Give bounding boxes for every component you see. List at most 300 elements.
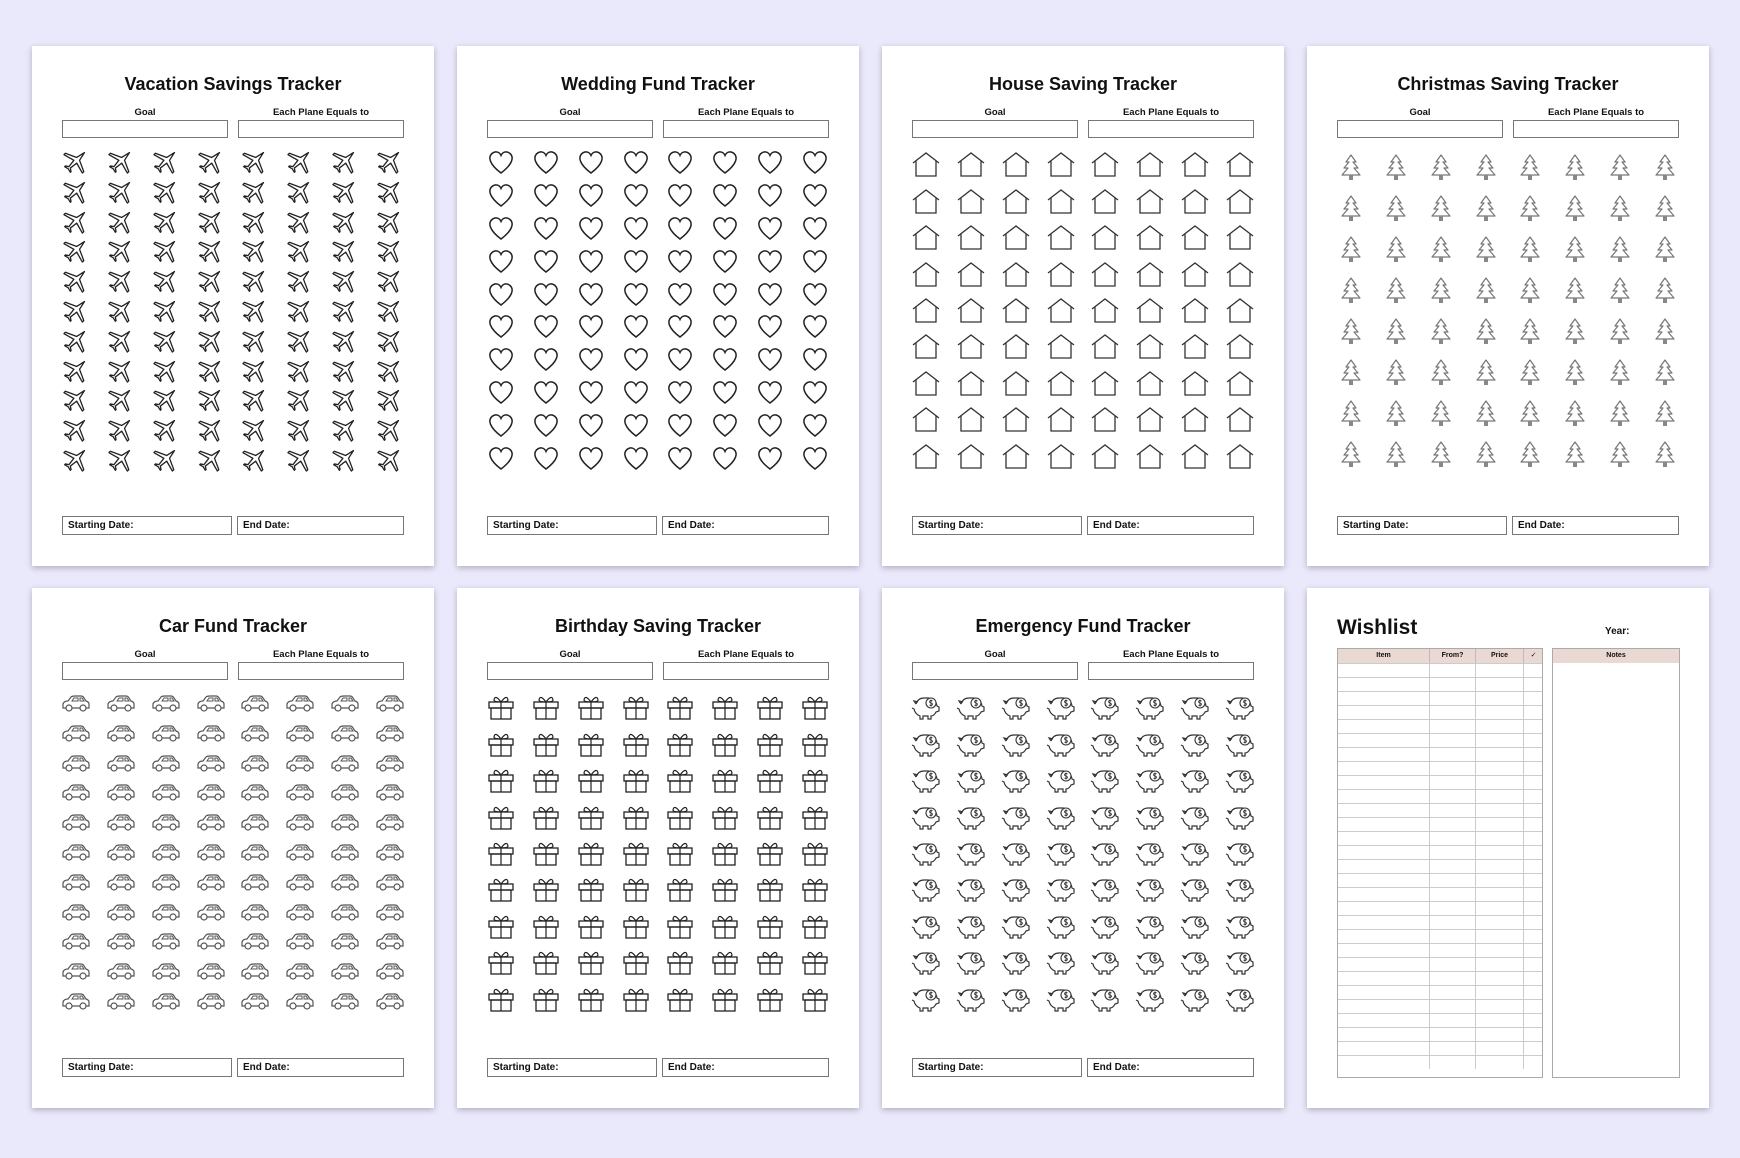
car-icon — [188, 986, 233, 1016]
tree-icon — [1508, 187, 1553, 228]
house-icon — [1128, 255, 1173, 291]
heart-icon — [479, 146, 524, 179]
heart-icon — [479, 376, 524, 409]
table-row[interactable] — [1338, 789, 1542, 803]
heart-icon — [613, 146, 658, 179]
car-icon — [188, 748, 233, 778]
table-row[interactable] — [1338, 761, 1542, 775]
plane-icon — [144, 355, 189, 385]
gift-icon — [524, 797, 569, 833]
table-row[interactable] — [1338, 1027, 1542, 1041]
piggy-bank-icon — [1217, 870, 1262, 906]
piggy-bank-icon — [904, 980, 949, 1016]
starting-date-field[interactable]: Starting Date: — [912, 1058, 1082, 1077]
table-row[interactable] — [1338, 1013, 1542, 1027]
table-row[interactable] — [1338, 663, 1542, 677]
starting-date-field[interactable]: Starting Date: — [487, 1058, 657, 1077]
plane-icon — [367, 295, 412, 325]
tree-icon — [1419, 392, 1464, 433]
year-label: Year: — [1605, 626, 1630, 637]
plane-icon — [367, 355, 412, 385]
heart-icon — [703, 376, 748, 409]
tracker-page — [882, 46, 1284, 566]
plane-icon — [323, 265, 368, 295]
table-row[interactable] — [1338, 1055, 1542, 1069]
heart-icon — [792, 441, 837, 474]
plane-icon — [278, 385, 323, 415]
plane-icon — [323, 325, 368, 355]
heart-icon — [524, 408, 569, 441]
starting-date-field[interactable]: Starting Date: — [62, 1058, 232, 1077]
tree-icon — [1508, 146, 1553, 187]
heart-icon — [613, 310, 658, 343]
tree-icon — [1598, 433, 1643, 474]
piggy-bank-icon — [1128, 724, 1173, 760]
tree-icon — [1553, 392, 1598, 433]
house-icon — [1173, 292, 1218, 328]
each-label: Each Plane Equals to — [697, 107, 795, 118]
plane-icon — [188, 385, 233, 415]
starting-date-field[interactable]: Starting Date: — [1337, 516, 1507, 535]
car-icon — [367, 897, 412, 927]
tree-icon — [1463, 228, 1508, 269]
each-field[interactable] — [1088, 120, 1254, 138]
tree-icon — [1553, 269, 1598, 310]
gift-icon — [703, 761, 748, 797]
goal-field[interactable] — [62, 120, 228, 138]
car-icon — [188, 897, 233, 927]
tree-icon — [1642, 392, 1687, 433]
notes-box[interactable] — [1552, 648, 1680, 1078]
gift-icon — [658, 870, 703, 906]
house-icon — [1217, 365, 1262, 401]
goal-label: Goal — [984, 107, 1006, 118]
heart-icon — [748, 146, 793, 179]
gift-icon — [748, 724, 793, 760]
icon-grid — [1329, 146, 1687, 474]
car-icon — [367, 956, 412, 986]
car-icon — [367, 807, 412, 837]
house-icon — [904, 255, 949, 291]
piggy-bank-icon — [949, 907, 994, 943]
heart-icon — [748, 376, 793, 409]
house-icon — [1083, 146, 1128, 182]
house-icon — [994, 292, 1039, 328]
plane-icon — [278, 206, 323, 236]
piggy-bank-icon — [1128, 688, 1173, 724]
plane-icon — [367, 265, 412, 295]
gift-icon — [569, 834, 614, 870]
plane-icon — [188, 235, 233, 265]
table-row[interactable] — [1338, 831, 1542, 845]
piggy-bank-icon — [1173, 980, 1218, 1016]
plane-icon — [99, 176, 144, 206]
piggy-bank-icon — [949, 834, 994, 870]
house-icon — [904, 438, 949, 474]
gift-icon — [524, 943, 569, 979]
icon-grid — [904, 146, 1262, 474]
gift-icon — [524, 688, 569, 724]
tree-icon — [1329, 392, 1374, 433]
car-icon — [188, 867, 233, 897]
column-header-item: Item — [1338, 649, 1430, 663]
heart-icon — [613, 179, 658, 212]
car-icon — [323, 986, 368, 1016]
piggy-bank-icon — [1128, 870, 1173, 906]
car-icon — [54, 837, 99, 867]
table-row[interactable] — [1338, 733, 1542, 747]
car-icon — [233, 688, 278, 718]
goal-field[interactable] — [487, 120, 653, 138]
heart-icon — [703, 343, 748, 376]
tree-icon — [1642, 146, 1687, 187]
table-row[interactable] — [1338, 705, 1542, 719]
plane-icon — [54, 176, 99, 206]
piggy-bank-icon — [1173, 870, 1218, 906]
plane-icon — [144, 414, 189, 444]
house-icon — [1083, 292, 1128, 328]
plane-icon — [144, 206, 189, 236]
piggy-bank-icon — [1217, 724, 1262, 760]
plane-icon — [367, 385, 412, 415]
table-row[interactable] — [1338, 957, 1542, 971]
plane-icon — [99, 295, 144, 325]
icon-grid — [54, 688, 412, 1016]
car-icon — [323, 807, 368, 837]
tree-icon — [1419, 146, 1464, 187]
heart-icon — [748, 244, 793, 277]
house-icon — [1128, 219, 1173, 255]
gift-icon — [792, 797, 837, 833]
plane-icon — [233, 414, 278, 444]
heart-icon — [658, 244, 703, 277]
table-row[interactable] — [1338, 915, 1542, 929]
gift-icon — [658, 797, 703, 833]
heart-icon — [748, 212, 793, 245]
gift-icon — [792, 870, 837, 906]
each-label: Each Plane Equals to — [697, 649, 795, 660]
gift-icon — [524, 834, 569, 870]
house-icon — [1083, 401, 1128, 437]
end-date-field[interactable]: End Date: — [237, 516, 404, 535]
house-icon — [1128, 328, 1173, 364]
table-row[interactable] — [1338, 691, 1542, 705]
each-label: Each Plane Equals to — [1122, 107, 1220, 118]
piggy-bank-icon — [1083, 870, 1128, 906]
each-field[interactable] — [1513, 120, 1679, 138]
table-row[interactable] — [1338, 775, 1542, 789]
plane-icon — [233, 235, 278, 265]
plane-icon — [99, 325, 144, 355]
each-field[interactable] — [238, 662, 404, 680]
each-field[interactable] — [1088, 662, 1254, 680]
house-icon — [1217, 438, 1262, 474]
gift-icon — [479, 761, 524, 797]
tracker-page — [32, 46, 434, 566]
car-icon — [233, 807, 278, 837]
heart-icon — [792, 244, 837, 277]
car-icon — [54, 748, 99, 778]
house-icon — [994, 182, 1039, 218]
tree-icon — [1642, 310, 1687, 351]
piggy-bank-icon — [1083, 943, 1128, 979]
end-date-field[interactable]: End Date: — [1087, 1058, 1254, 1077]
table-row[interactable] — [1338, 859, 1542, 873]
end-date-field[interactable]: End Date: — [237, 1058, 404, 1077]
plane-icon — [233, 444, 278, 474]
heart-icon — [613, 343, 658, 376]
car-icon — [278, 718, 323, 748]
each-field[interactable] — [663, 120, 829, 138]
end-date-field[interactable]: End Date: — [662, 516, 829, 535]
page-title: Vacation Savings Tracker — [124, 74, 342, 94]
goal-field[interactable] — [487, 662, 653, 680]
heart-icon — [658, 376, 703, 409]
house-icon — [949, 182, 994, 218]
piggy-bank-icon — [994, 943, 1039, 979]
house-icon — [904, 219, 949, 255]
heart-icon — [613, 441, 658, 474]
car-icon — [233, 897, 278, 927]
piggy-bank-icon — [1083, 980, 1128, 1016]
car-icon — [367, 718, 412, 748]
house-icon — [1083, 365, 1128, 401]
goal-field[interactable] — [912, 662, 1078, 680]
gift-icon — [479, 870, 524, 906]
car-icon — [233, 956, 278, 986]
gift-icon — [613, 907, 658, 943]
gift-icon — [748, 688, 793, 724]
plane-icon — [144, 265, 189, 295]
house-icon — [1173, 365, 1218, 401]
table-row[interactable] — [1338, 901, 1542, 915]
plane-icon — [54, 444, 99, 474]
gift-icon — [613, 943, 658, 979]
piggy-bank-icon — [994, 797, 1039, 833]
goal-field[interactable] — [62, 662, 228, 680]
piggy-bank-icon — [949, 943, 994, 979]
piggy-bank-icon — [949, 724, 994, 760]
table-row[interactable] — [1338, 873, 1542, 887]
car-icon — [188, 837, 233, 867]
plane-icon — [144, 325, 189, 355]
goal-label: Goal — [984, 649, 1006, 660]
table-row[interactable] — [1338, 1041, 1542, 1055]
wishlist-page — [1307, 588, 1709, 1108]
plane-icon — [367, 206, 412, 236]
plane-icon — [323, 146, 368, 176]
piggy-bank-icon — [1038, 943, 1083, 979]
plane-icon — [54, 414, 99, 444]
heart-icon — [792, 310, 837, 343]
heart-icon — [569, 343, 614, 376]
house-icon — [1038, 255, 1083, 291]
table-row[interactable] — [1338, 929, 1542, 943]
gift-icon — [748, 907, 793, 943]
gift-icon — [748, 943, 793, 979]
end-date-field[interactable]: End Date: — [662, 1058, 829, 1077]
page-title: Car Fund Tracker — [158, 616, 308, 636]
plane-icon — [54, 146, 99, 176]
plane-icon — [278, 325, 323, 355]
piggy-bank-icon — [949, 870, 994, 906]
house-icon — [1217, 219, 1262, 255]
goal-label: Goal — [134, 107, 156, 118]
heart-icon — [658, 441, 703, 474]
each-field[interactable] — [238, 120, 404, 138]
gift-icon — [479, 688, 524, 724]
gift-icon — [524, 980, 569, 1016]
heart-icon — [479, 179, 524, 212]
heart-icon — [524, 179, 569, 212]
car-icon — [323, 927, 368, 957]
house-icon — [1173, 438, 1218, 474]
notes-label: Notes — [1553, 649, 1679, 663]
house-icon — [1038, 219, 1083, 255]
car-icon — [233, 837, 278, 867]
heart-icon — [524, 212, 569, 245]
car-icon — [233, 927, 278, 957]
each-field[interactable] — [663, 662, 829, 680]
gift-icon — [703, 943, 748, 979]
heart-icon — [658, 212, 703, 245]
heart-icon — [748, 441, 793, 474]
table-row[interactable] — [1338, 943, 1542, 957]
car-icon — [278, 927, 323, 957]
car-icon — [99, 927, 144, 957]
plane-icon — [99, 206, 144, 236]
piggy-bank-icon — [1217, 761, 1262, 797]
gift-icon — [703, 870, 748, 906]
table-row[interactable] — [1338, 677, 1542, 691]
car-icon — [144, 897, 189, 927]
plane-icon — [99, 235, 144, 265]
heart-icon — [613, 376, 658, 409]
tree-icon — [1374, 433, 1419, 474]
heart-icon — [792, 277, 837, 310]
house-icon — [1038, 146, 1083, 182]
heart-icon — [569, 277, 614, 310]
car-icon — [144, 777, 189, 807]
heart-icon — [569, 310, 614, 343]
car-icon — [278, 986, 323, 1016]
car-icon — [367, 867, 412, 897]
piggy-bank-icon — [1128, 980, 1173, 1016]
table-row[interactable] — [1338, 971, 1542, 985]
car-icon — [188, 718, 233, 748]
gift-icon — [658, 724, 703, 760]
table-row[interactable] — [1338, 747, 1542, 761]
table-row[interactable] — [1338, 999, 1542, 1013]
plane-icon — [144, 146, 189, 176]
end-date-field[interactable]: End Date: — [1512, 516, 1679, 535]
plane-icon — [367, 146, 412, 176]
heart-icon — [792, 408, 837, 441]
plane-icon — [54, 325, 99, 355]
plane-icon — [188, 146, 233, 176]
heart-icon — [792, 179, 837, 212]
plane-icon — [188, 325, 233, 355]
heart-icon — [748, 310, 793, 343]
piggy-bank-icon — [1083, 797, 1128, 833]
table-row[interactable] — [1338, 719, 1542, 733]
tracker-page — [32, 588, 434, 1108]
piggy-bank-icon — [1128, 797, 1173, 833]
car-icon — [233, 748, 278, 778]
house-icon — [994, 401, 1039, 437]
gift-icon — [479, 797, 524, 833]
gift-icon — [703, 907, 748, 943]
gift-icon — [613, 688, 658, 724]
tree-icon — [1508, 228, 1553, 269]
piggy-bank-icon — [994, 870, 1039, 906]
table-row[interactable] — [1338, 803, 1542, 817]
plane-icon — [188, 176, 233, 206]
plane-icon — [99, 265, 144, 295]
tracker-page — [1307, 46, 1709, 566]
house-icon — [949, 255, 994, 291]
house-icon — [904, 146, 949, 182]
starting-date-field[interactable]: Starting Date: — [62, 516, 232, 535]
table-row[interactable] — [1338, 817, 1542, 831]
tracker-page — [882, 588, 1284, 1108]
piggy-bank-icon — [949, 761, 994, 797]
gift-icon — [613, 980, 658, 1016]
plane-icon — [323, 414, 368, 444]
starting-date-field[interactable]: Starting Date: — [912, 516, 1082, 535]
gift-icon — [703, 688, 748, 724]
tree-icon — [1463, 310, 1508, 351]
piggy-bank-icon — [1173, 688, 1218, 724]
tree-icon — [1598, 187, 1643, 228]
car-icon — [233, 718, 278, 748]
icon-grid — [904, 688, 1262, 1016]
gift-icon — [524, 907, 569, 943]
table-row[interactable] — [1338, 845, 1542, 859]
table-row[interactable] — [1338, 887, 1542, 901]
gift-icon — [569, 980, 614, 1016]
tree-icon — [1463, 269, 1508, 310]
heart-icon — [613, 244, 658, 277]
gift-icon — [613, 834, 658, 870]
plane-icon — [233, 146, 278, 176]
end-date-field[interactable]: End Date: — [1087, 516, 1254, 535]
car-icon — [99, 748, 144, 778]
tree-icon — [1598, 269, 1643, 310]
gift-icon — [569, 907, 614, 943]
piggy-bank-icon — [904, 870, 949, 906]
goal-field[interactable] — [1337, 120, 1503, 138]
table-row[interactable] — [1338, 985, 1542, 999]
house-icon — [994, 255, 1039, 291]
gift-icon — [748, 980, 793, 1016]
gift-icon — [479, 724, 524, 760]
starting-date-field[interactable]: Starting Date: — [487, 516, 657, 535]
goal-field[interactable] — [912, 120, 1078, 138]
tree-icon — [1508, 310, 1553, 351]
tree-icon — [1329, 351, 1374, 392]
tree-icon — [1374, 269, 1419, 310]
page-title: Birthday Saving Tracker — [554, 616, 762, 636]
tree-icon — [1508, 433, 1553, 474]
heart-icon — [703, 179, 748, 212]
piggy-bank-icon — [1173, 761, 1218, 797]
plane-icon — [278, 355, 323, 385]
plane-icon — [278, 176, 323, 206]
tree-icon — [1374, 392, 1419, 433]
car-icon — [99, 837, 144, 867]
heart-icon — [569, 179, 614, 212]
